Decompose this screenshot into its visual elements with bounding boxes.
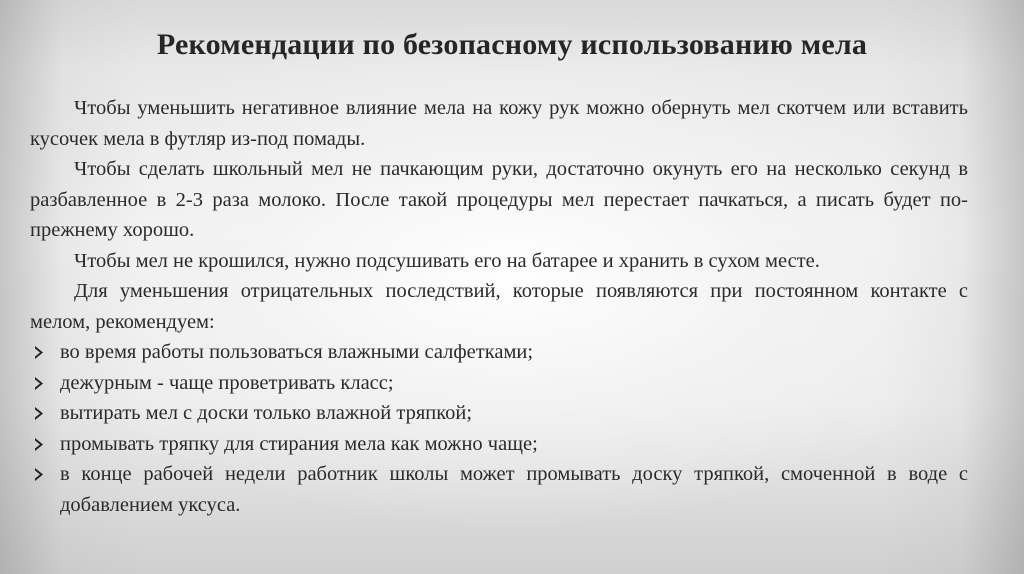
- arrow-chevron-bullet-icon: [32, 368, 50, 398]
- list-item: [30, 459, 968, 520]
- recommendation-list: [30, 337, 968, 520]
- arrow-chevron-bullet-icon: [32, 337, 50, 367]
- list-item-text: в конце рабочей недели работник школы может промывать доску тряпкой, смоченной в воде с добавлением уксуса.: [60, 463, 968, 516]
- arrow-chevron-bullet-icon: [32, 429, 50, 459]
- paragraph-recommendations-intro: Для уменьшения отрицательных последствий, которые появляются при постоянном контакте с мелом, рекомендуем:: [30, 280, 968, 333]
- paragraph-wrap-chalk: Чтобы уменьшить негативное влияние мела на кожу рук можно обернуть мел скотчем или вставить кусочек мела в футляр из-под помады.: [30, 97, 968, 150]
- list-item-text: во время работы пользоваться влажными салфетками;: [60, 341, 534, 363]
- list-item: [30, 429, 968, 460]
- arrow-chevron-bullet-icon: [32, 398, 50, 428]
- arrow-chevron-bullet-icon: [32, 459, 50, 489]
- list-item-text: вытирать мел с доски только влажной тряпкой;: [60, 402, 473, 424]
- list-item: [30, 368, 968, 399]
- paragraph-dry-chalk: Чтобы мел не крошился, нужно подсушивать его на батарее и хранить в сухом месте.: [74, 249, 820, 272]
- slide-body: [30, 93, 968, 520]
- list-item: [30, 398, 968, 429]
- list-item: [30, 337, 968, 368]
- slide-title: Рекомендации по безопасному использованию мела: [156, 28, 868, 61]
- paragraph-milk-dip: Чтобы сделать школьный мел не пачкающим руки, достаточно окунуть его на несколько секунд в разбавленное в 2-3 раза молоко. После такой процедуры мел перестает пачкаться, а писать будет по-прежнему хорошо.: [30, 158, 968, 241]
- list-item-text: промывать тряпку для стирания мела как можно чаще;: [60, 432, 538, 455]
- list-item-text: дежурным - чаще проветривать класс;: [60, 371, 394, 394]
